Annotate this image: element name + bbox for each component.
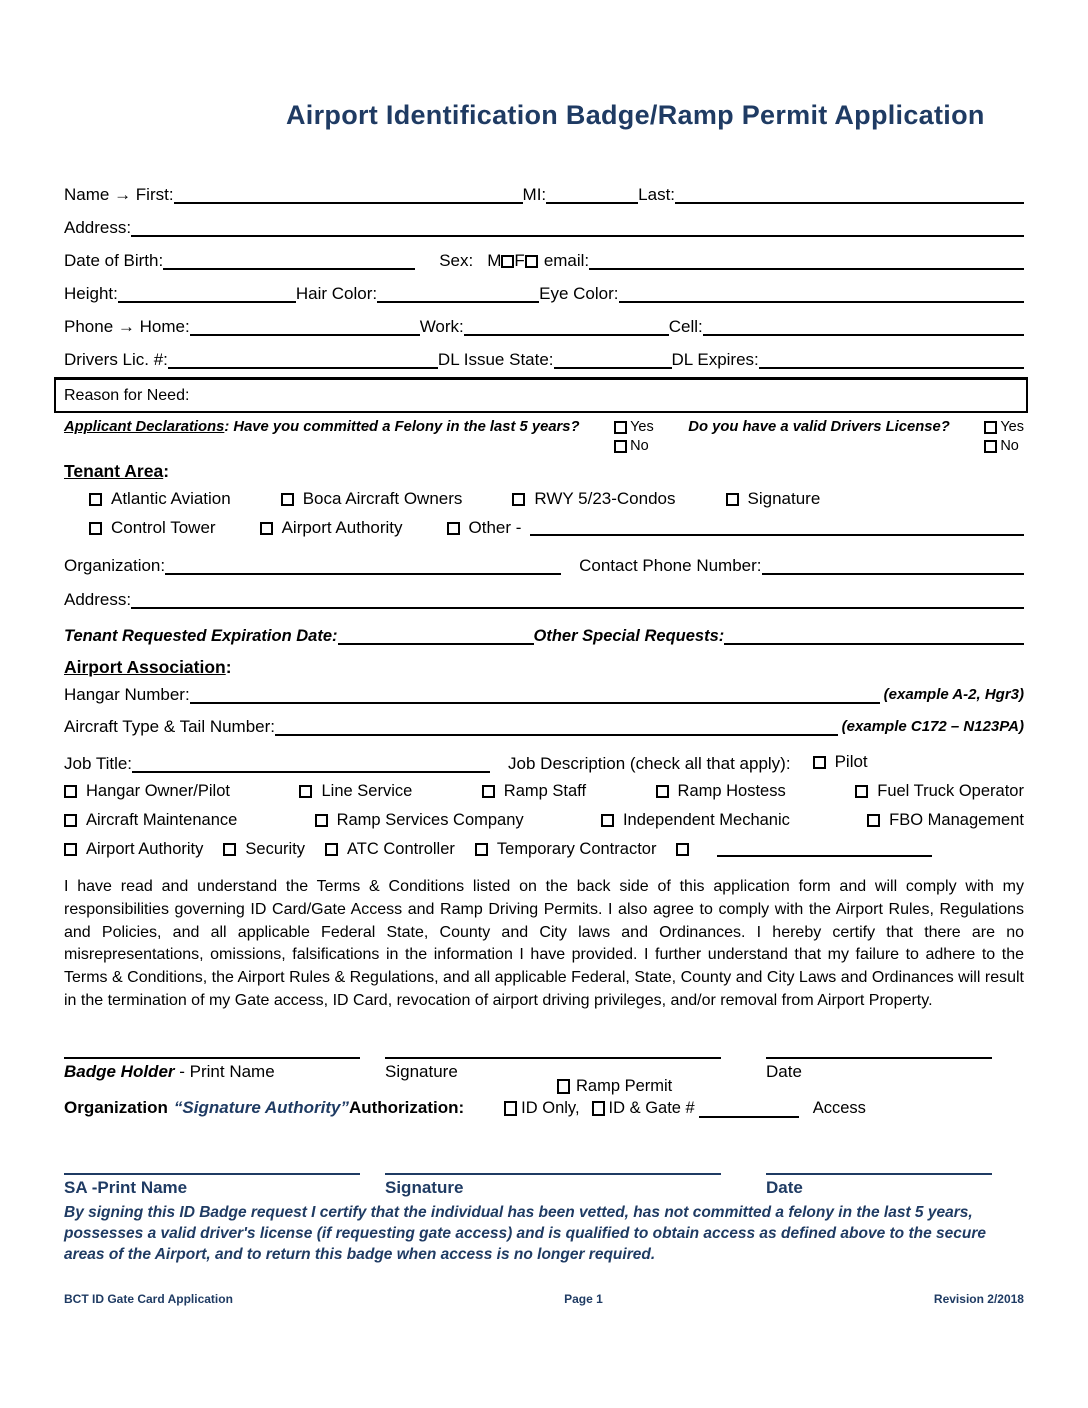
badge-holder-signature-column <box>385 1057 721 1095</box>
declarations-question-2: Do you have a valid Drivers License? <box>688 419 950 435</box>
reason-for-need-label: Reason for Need: <box>64 386 190 404</box>
temporary-contractor-checkbox[interactable] <box>475 843 488 856</box>
height-row <box>64 270 1024 303</box>
badge-holder-print-label: Badge Holder - Print Name <box>64 1061 275 1081</box>
job-title-field[interactable] <box>132 753 490 774</box>
name-row <box>64 171 1024 204</box>
atc-controller-checkbox[interactable] <box>325 843 338 856</box>
signature-authority-phrase: “Signature Authority” <box>173 1098 349 1118</box>
line-service-checkbox[interactable] <box>299 785 312 798</box>
id-gate-checkbox[interactable] <box>592 1101 605 1116</box>
aircraft-type-field[interactable] <box>275 716 838 737</box>
felony-no-label: No <box>630 438 649 454</box>
sa-signature-line[interactable] <box>385 1173 721 1175</box>
ramp-services-company-checkbox[interactable] <box>315 814 328 827</box>
job-title-row <box>64 745 1024 773</box>
aircraft-example: (example C172 – N123PA) <box>841 718 1024 736</box>
phone-cell-field[interactable] <box>703 315 1024 336</box>
checkbox-item-ramp-hostess[interactable]: Ramp Hostess <box>656 782 786 801</box>
authorization-word: Authorization: <box>348 1098 465 1118</box>
other-field[interactable] <box>530 520 1024 536</box>
checkbox-item-independent-mechanic[interactable]: Independent Mechanic <box>601 811 790 830</box>
organization-field[interactable] <box>165 554 561 575</box>
mi-label: MI: <box>522 184 547 204</box>
control-tower-checkbox[interactable] <box>89 522 102 535</box>
drivers-license-row <box>64 336 1024 369</box>
checkbox-item-security[interactable]: Security <box>223 840 305 859</box>
independent-mechanic-checkbox[interactable] <box>601 814 614 827</box>
license-no-checkbox[interactable] <box>984 440 997 453</box>
ramp-permit-checkbox[interactable] <box>557 1079 570 1094</box>
badge-holder-date-line[interactable] <box>766 1057 992 1059</box>
sa-print-column <box>64 1173 360 1198</box>
name-first-label: Name → First: <box>64 184 174 204</box>
height-label: Height: <box>64 283 118 303</box>
hair-color-label: Hair Color: <box>295 283 378 303</box>
ramp-permit-item[interactable]: Ramp Permit <box>557 1077 672 1096</box>
security-checkbox[interactable] <box>223 843 236 856</box>
checkbox-item-line-service[interactable]: Line Service <box>299 782 412 801</box>
rwy-condos-checkbox[interactable] <box>512 493 525 506</box>
checkbox-item-airport-authority-job[interactable]: Airport Authority <box>64 840 203 859</box>
badge-holder-signature-line[interactable] <box>385 1057 721 1059</box>
reason-for-need-box[interactable] <box>54 377 1028 413</box>
sa-signature-label: Signature <box>385 1178 464 1198</box>
dob-row <box>64 237 1024 270</box>
phone-cell-label: Cell: <box>668 316 703 336</box>
airport-authority-job-checkbox[interactable] <box>64 843 77 856</box>
phone-home-label: Phone → Home: <box>64 316 190 336</box>
sex-m-label: M <box>487 250 502 270</box>
job-title-label: Job Title: <box>64 754 133 774</box>
authorization-options <box>504 1098 866 1118</box>
badge-holder-signature-row <box>64 1057 1024 1095</box>
checkbox-item-temporary-contractor[interactable]: Temporary Contractor <box>475 840 657 859</box>
badge-holder-date-column <box>766 1057 992 1082</box>
first-name-field[interactable] <box>174 183 523 204</box>
job-description-label: Job Description (check all that apply): <box>508 754 791 774</box>
phone-work-field[interactable] <box>464 315 669 336</box>
expiration-label: Tenant Requested Expiration Date: <box>64 626 338 645</box>
job-checkbox-row-1 <box>64 780 1024 802</box>
license-answer-group <box>984 419 1024 454</box>
sa-date-column <box>766 1173 992 1198</box>
phone-work-label: Work: <box>419 316 464 336</box>
tenant-address-label: Address: <box>64 590 132 610</box>
email-label: email: <box>543 250 590 270</box>
dl-expires-label: DL Expires: <box>671 349 759 369</box>
hangar-owner-checkbox[interactable] <box>64 785 77 798</box>
felony-no-checkbox[interactable] <box>614 440 627 453</box>
id-only-checkbox[interactable] <box>504 1101 517 1116</box>
expiration-row <box>64 617 1024 645</box>
fbo-management-checkbox[interactable] <box>867 814 880 827</box>
dl-number-label: Drivers Lic. #: <box>64 349 168 369</box>
expiration-field[interactable] <box>338 625 534 645</box>
felony-yes-label: Yes <box>630 419 654 435</box>
applicant-declarations-row <box>64 419 1024 454</box>
pilot-checkbox[interactable] <box>813 756 826 769</box>
checkbox-item-atc-controller[interactable]: ATC Controller <box>325 840 455 859</box>
checkbox-item-boca-aircraft-owners[interactable]: Boca Aircraft Owners <box>281 489 463 509</box>
address-label: Address: <box>64 217 132 237</box>
sex-label: Sex: <box>439 250 474 270</box>
aircraft-row <box>64 709 1024 736</box>
boca-aircraft-owners-checkbox[interactable] <box>281 493 294 506</box>
ramp-hostess-checkbox[interactable] <box>656 785 669 798</box>
license-no-group <box>984 438 1019 454</box>
special-requests-field[interactable] <box>724 625 1024 645</box>
sa-certification-text: By signing this ID Badge request I certify that the individual has been vetted, has not committed a felony in the last 5 years, possesses a valid driver's license (if requesting gate access) and is qualified to obtain access as defined above to the secure areas of the Airport, and to return this badge when access is no longer required. <box>64 1203 986 1264</box>
phone-home-field[interactable] <box>190 315 420 336</box>
tenant-checkbox-row-2 <box>64 517 1024 539</box>
sa-date-label: Date <box>766 1178 803 1198</box>
checkbox-item-airport-authority[interactable]: Airport Authority <box>260 518 403 538</box>
fuel-truck-operator-checkbox[interactable] <box>855 785 868 798</box>
sex-f-label: F <box>514 250 525 270</box>
checkbox-item-fbo-management[interactable]: FBO Management <box>867 811 1024 830</box>
declarations-label: Applicant Declarations <box>64 419 225 435</box>
organization-authorization-row <box>64 1095 1024 1121</box>
felony-no-group <box>614 438 649 454</box>
checkbox-item-aircraft-maintenance[interactable]: Aircraft Maintenance <box>64 811 237 830</box>
dl-state-label: DL Issue State: <box>437 349 554 369</box>
checkbox-item-atlantic-aviation[interactable]: Atlantic Aviation <box>89 489 231 509</box>
sa-print-label: SA -Print Name <box>64 1178 188 1198</box>
sa-print-line[interactable] <box>64 1173 360 1175</box>
license-yes-label: Yes <box>1000 419 1024 435</box>
hangar-example: (example A-2, Hgr3) <box>883 686 1024 704</box>
organization-word: Organization <box>64 1098 168 1118</box>
signature-checkbox[interactable] <box>726 493 739 506</box>
address-field[interactable] <box>131 216 1024 237</box>
hangar-number-field[interactable] <box>190 684 880 705</box>
footer-page-number: Page 1 <box>564 1291 603 1306</box>
contact-phone-label: Contact Phone Number: <box>579 556 762 576</box>
badge-holder-print-line[interactable] <box>64 1057 360 1059</box>
checkbox-item-rwy-condos[interactable]: RWY 5/23-Condos <box>512 489 675 509</box>
badge-holder-signature-label: Signature <box>385 1061 458 1081</box>
sa-date-line[interactable] <box>766 1173 992 1175</box>
footer-document-name: BCT ID Gate Card Application <box>64 1291 233 1306</box>
organization-row <box>64 547 1024 575</box>
declarations-question-1: Applicant Declarations: Have you committed a Felony in the last 5 years? <box>64 419 580 435</box>
tenant-address-field[interactable] <box>131 588 1024 609</box>
height-field[interactable] <box>118 282 296 303</box>
dl-number-field[interactable] <box>168 348 438 369</box>
contact-phone-field[interactable] <box>762 554 1024 575</box>
checkbox-item-other[interactable]: Other - <box>447 518 1024 538</box>
access-label: Access <box>812 1098 866 1117</box>
airport-authority-checkbox[interactable] <box>260 522 273 535</box>
hangar-row <box>64 679 1024 704</box>
dob-field[interactable] <box>163 249 415 270</box>
checkbox-item-signature[interactable]: Signature <box>726 489 821 509</box>
sex-female-checkbox[interactable] <box>525 255 538 268</box>
checkbox-item-pilot[interactable]: Pilot <box>813 752 868 772</box>
sex-male-checkbox[interactable] <box>501 255 514 268</box>
eye-color-label: Eye Color: <box>539 283 619 303</box>
checkbox-item-ramp-staff[interactable]: Ramp Staff <box>482 782 586 801</box>
tenant-area-heading: Tenant Area: <box>64 461 170 481</box>
job-checkbox-row-3 <box>64 838 1024 860</box>
sa-signature-row <box>64 1173 1024 1198</box>
atlantic-aviation-checkbox[interactable] <box>89 493 102 506</box>
dob-label: Date of Birth: <box>64 250 164 270</box>
dl-expires-field[interactable] <box>759 348 1024 369</box>
checkbox-item-control-tower[interactable]: Control Tower <box>89 518 216 538</box>
other-checkbox[interactable] <box>447 522 460 535</box>
badge-holder-column <box>64 1057 360 1082</box>
checkbox-item-fuel-truck-operator[interactable]: Fuel Truck Operator <box>855 782 1024 801</box>
job-other-field[interactable] <box>717 841 932 857</box>
terms-and-conditions-text: I have read and understand the Terms & Conditions listed on the back side of this application form and will comply with my responsibilities governing ID Card/Gate Access and Ramp Driving Permits. I also agree to comply with the Airport Rules, Regulations and Policies, and all applicable Federal State, County and City laws and Ordinances. I hereby certify that there are no misrepresentations, omissions, falsifications in the information I have provided. I further understand that my failure to adhere to the Terms & Conditions, the Airport Rules & Regulations, and all applicable Federal, State, County and City Laws and Ordinances will result in the termination of my Gate access, ID Card, revocation of airport driving privileges, and/or removal from Airport Property. <box>64 878 1024 1009</box>
aircraft-maintenance-checkbox[interactable] <box>64 814 77 827</box>
hangar-number-label: Hangar Number: <box>64 685 190 705</box>
address-row <box>64 204 1024 237</box>
footer-revision: Revision 2/2018 <box>933 1291 1024 1306</box>
last-label: Last: <box>638 184 676 204</box>
id-only-label: ID Only, <box>521 1098 580 1117</box>
page-footer <box>64 1292 1024 1306</box>
felony-answer-group <box>614 419 654 454</box>
eye-color-field[interactable] <box>619 282 1025 303</box>
checkbox-item-hangar-owner[interactable]: Hangar Owner/Pilot <box>64 782 230 801</box>
job-checkbox-row-2 <box>64 809 1024 831</box>
tenant-checkbox-row-1 <box>64 488 1024 510</box>
job-other-checkbox[interactable] <box>676 843 689 856</box>
license-no-label: No <box>1000 438 1019 454</box>
email-field[interactable] <box>589 249 1024 270</box>
license-yes-checkbox[interactable] <box>984 421 997 434</box>
gate-number-field[interactable] <box>699 1098 799 1118</box>
airport-association-heading: Airport Association: <box>64 657 232 678</box>
phone-row <box>64 303 1024 336</box>
aircraft-type-label: Aircraft Type & Tail Number: <box>64 717 276 737</box>
organization-label: Organization: <box>64 556 166 576</box>
last-name-field[interactable] <box>675 183 1024 204</box>
dl-state-field[interactable] <box>554 348 672 369</box>
checkbox-item-ramp-services-company[interactable]: Ramp Services Company <box>315 811 524 830</box>
badge-holder-date-label: Date <box>766 1061 802 1081</box>
page-title: Airport Identification Badge/Ramp Permit Application <box>286 100 985 130</box>
sa-signature-column <box>385 1173 721 1198</box>
ramp-staff-checkbox[interactable] <box>482 785 495 798</box>
id-gate-label: ID & Gate # <box>608 1098 695 1117</box>
special-requests-label: Other Special Requests: <box>533 626 725 645</box>
felony-yes-checkbox[interactable] <box>614 421 627 434</box>
tenant-address-row <box>64 581 1024 609</box>
hair-color-field[interactable] <box>377 282 539 303</box>
mi-field[interactable] <box>546 183 638 204</box>
